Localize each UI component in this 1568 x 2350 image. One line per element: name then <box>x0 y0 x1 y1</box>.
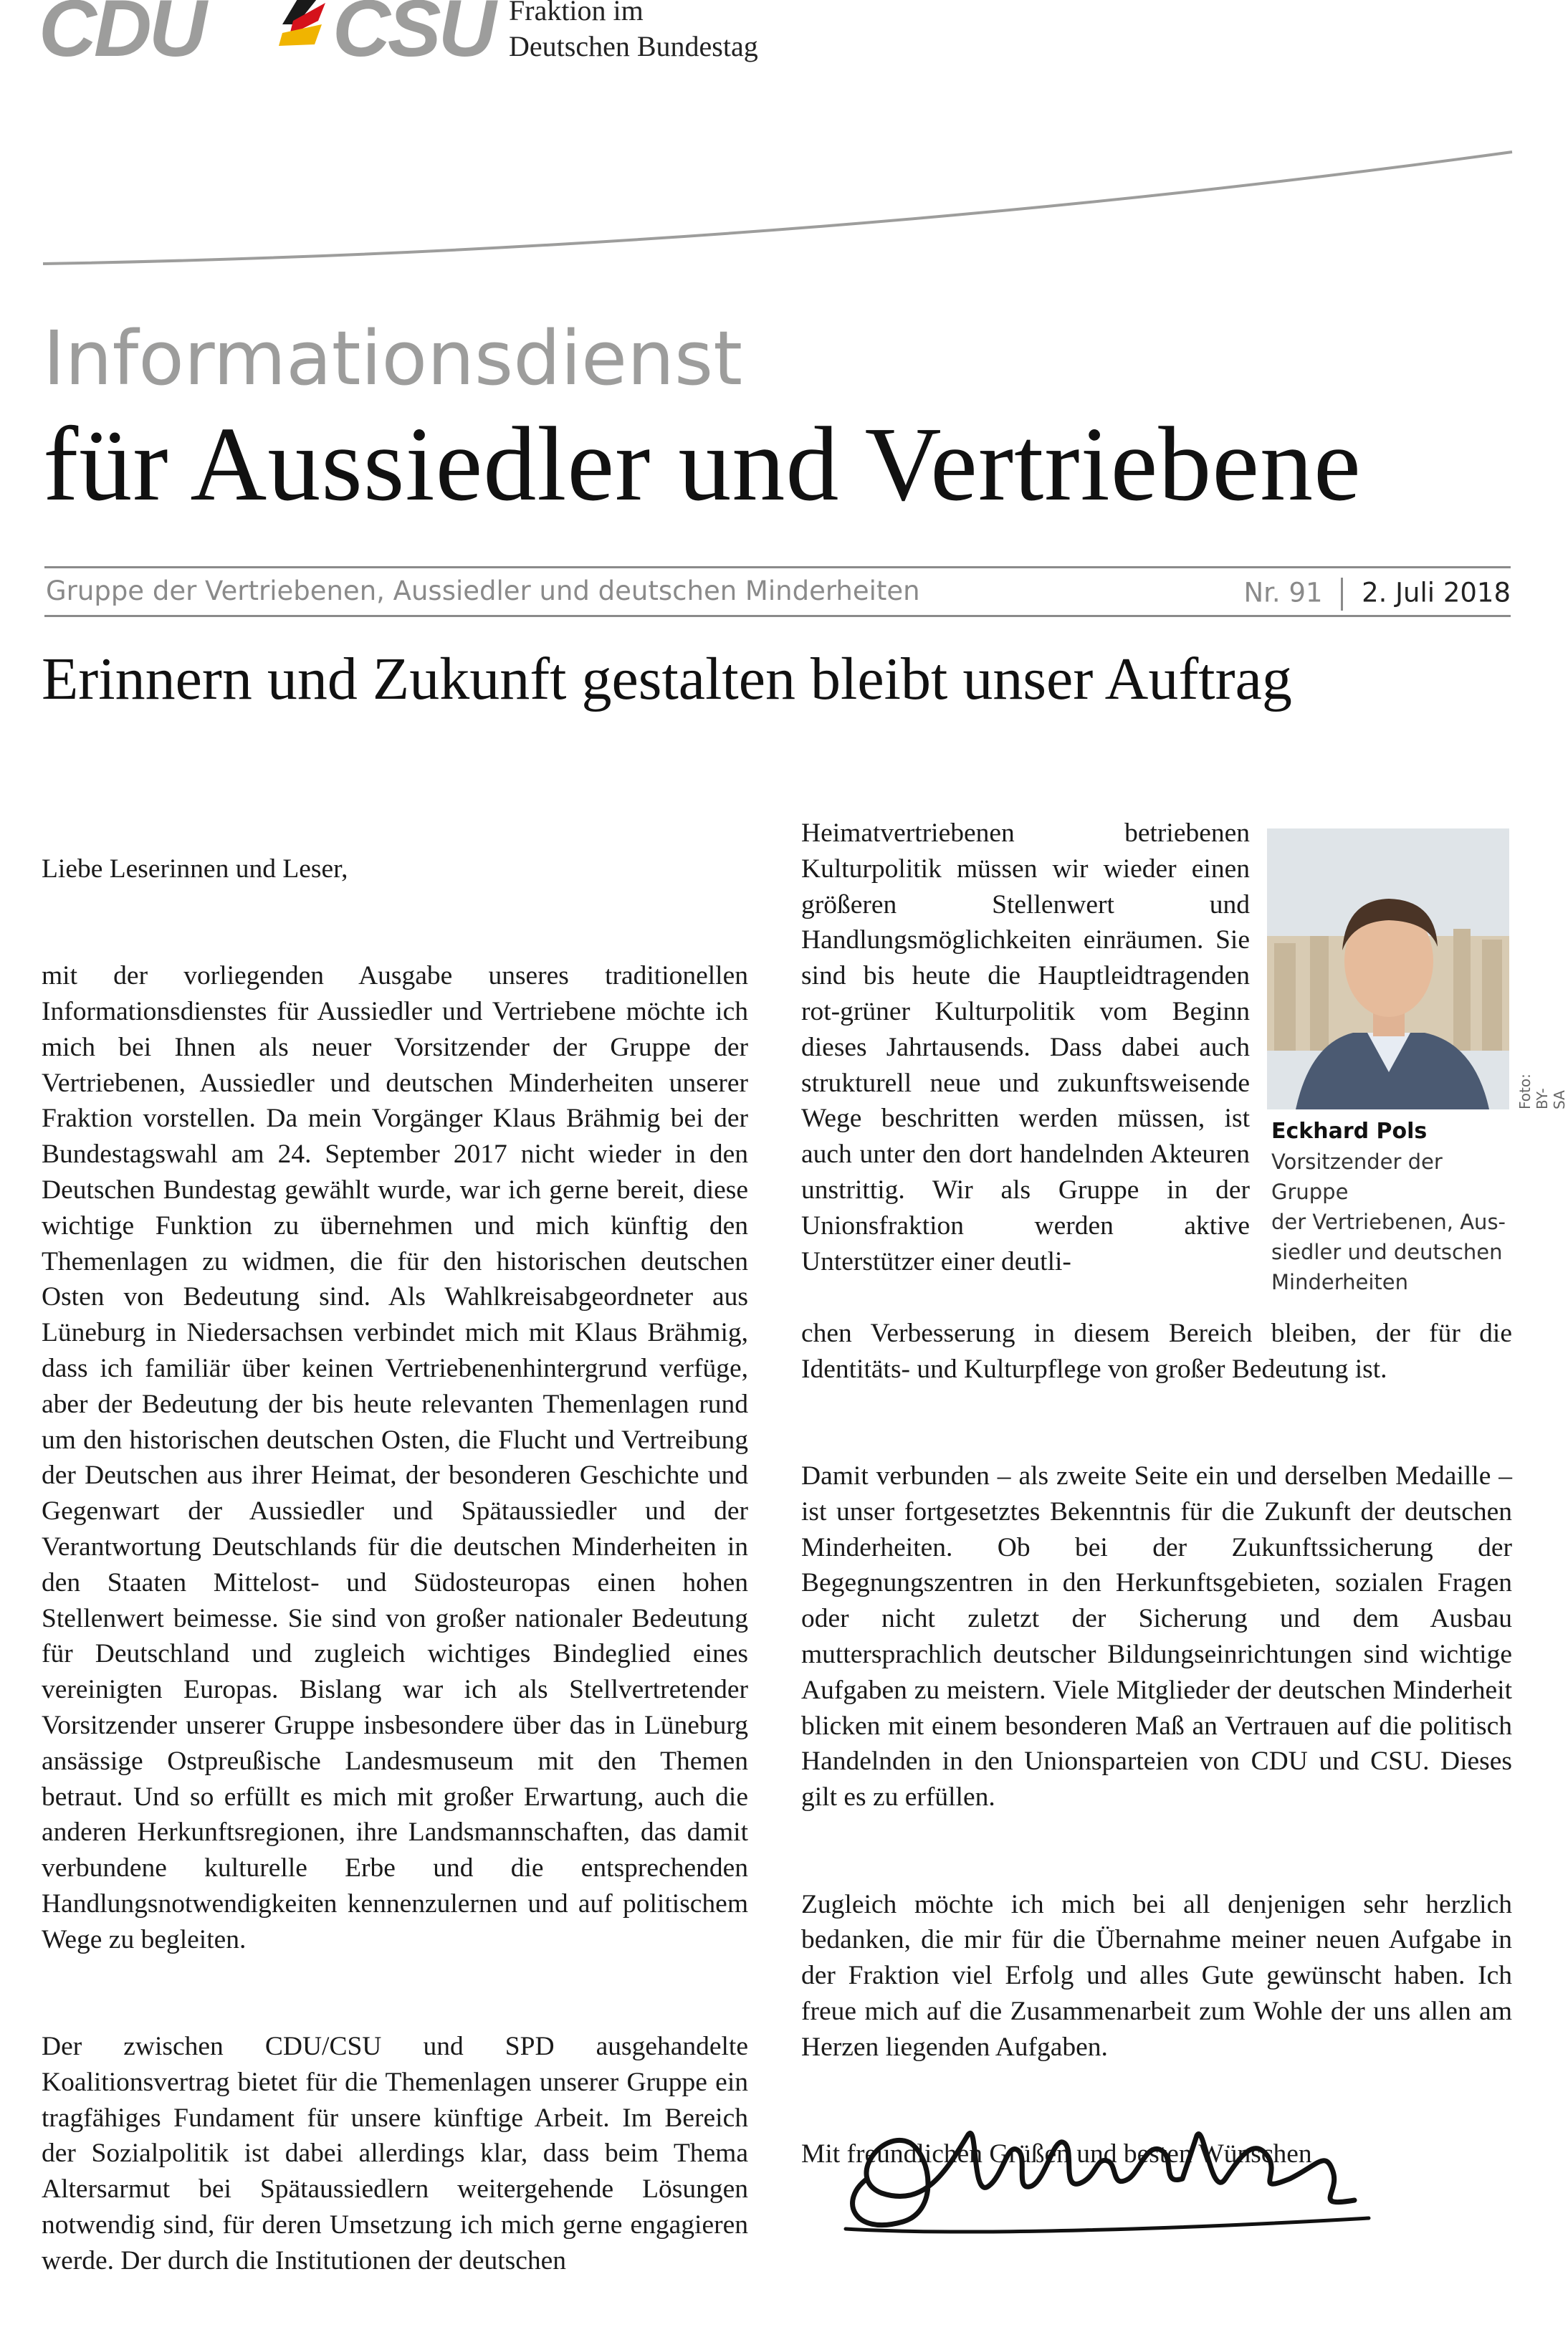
author-photo <box>1267 828 1509 1109</box>
caption-role: Vorsitzender der Gruppe der Vertriebenen, Aus- siedler und deutschen Minderheiten <box>1271 1150 1506 1294</box>
faction-label <box>509 0 758 65</box>
faction-line-2: Deutschen Bundestag <box>509 30 758 62</box>
header-curve <box>0 136 1548 280</box>
left-paragraph-2: Der zwischen CDU/CSU und SPD ausgehandelte Koalitionsvertrag bietet für die Themenlagen unserer Gruppe ein tragfähiges Fundament für unsere künftige Arbeit. Im Bereich der Sozialpolitik ist dabei allerdings klar, dass beim Thema Altersarmut bei Spätaussiedlern weitergehende Lösungen notwendig sind, für deren Umsetzung ich mich gerne engagieren werde. Der durch die Institutionen der deutschen <box>42 2032 748 2275</box>
logo-csu: CSU <box>333 0 494 73</box>
article-title: Erinnern und Zukunft gestalten bleibt unser Auftrag <box>42 646 1292 712</box>
date: 2. Juli 2018 <box>1362 577 1511 608</box>
issue-separator <box>1341 578 1343 611</box>
left-column <box>42 816 748 2350</box>
masthead-title-black: für Aussiedler und Vertriebene <box>43 406 1362 523</box>
meta-rule-top <box>44 566 1511 568</box>
issue-date <box>1243 578 1511 611</box>
closing-line: Mit freundlichen Grüßen und besten Wünschen <box>801 2139 1312 2169</box>
left-paragraph-1: mit der vorliegenden Ausgabe unseres traditionellen Informationsdienstes für Aussiedler und Vertriebene möchte ich mich bei Ihnen als neuer Vorsitzender der Gruppe der Vertriebenen, Aussiedler und deutschen Minderheiten unserer Fraktion vorstellen. Da mein Vorgänger Klaus Brähmig bei der Bundestagswahl am 24. September 2017 nicht wieder in den Deutschen Bundestag gewählt wurde, war ich gerne bereit, diese wichtige Funktion zu übernehmen und mich künftig den Themenlagen zu widmen, die für den historischen deutschen Osten von Bedeutung sind. Als Wahlkreisabgeordneter aus Lüneburg in Niedersachsen verbindet mich mit Klaus Brähmig, dass ich familiär über keinen Vertriebenenhintergrund verfüge, aber der Bedeutung der bis heute relevanten Themenlagen rund um den historischen deutschen Osten, die Flucht und Vertreibung der Deutschen aus ihrer Heimat, der besonderen Geschichte und Gegenwart der Aussiedler und Spätaussiedler und der Verantwortung Deutschlands für die deutschen Minderheiten in den Staaten Mittelost- und Südosteuropas einen hohen Stellenwert beimesse. Sie sind von großer nationaler Bedeutung für Deutschland und zugleich wichtiges Bindeglied eines vereinigten Europas. Bislang war ich als Stellvertretender Vorsitzender unserer Gruppe insbesondere über das in Lüneburg ansässige Ostpreußische Landesmuseum mit den Themen betraut. Und so erfüllt es mich mit großer Erwartung, auch die anderen Herkunftsregionen, ihre Landsmannschaften, das damit verbundene kulturelle Erbe und die entsprechenden Handlungsnotwendigkeiten kennenzulernen und auf politischem Wege zu begleiten. <box>42 961 748 1954</box>
right-paragraph-2: Zugleich möchte ich mich bei all denjenigen sehr herzlich bedanken, die mir für die Übernahme meiner neuen Aufgabe in der Fraktion viel Erfolg und alles Gute gewünscht haben. Ich freue mich auf die Zusammenarbeit zum Wohle der uns allen am Herzen liegenden Aufgaben. <box>801 1889 1512 2062</box>
flag-swoosh-icon <box>275 0 333 53</box>
salutation: Liebe Leserinnen und Leser, <box>42 854 348 884</box>
right-column-top: Heimatvertriebenen betriebenen Kulturpolitik müssen wir wieder einen größeren Stellenwert und Handlungsmöglichkeiten einräumen. Sie sind bis heute die Hauptleidtragenden rot-grüner Kulturpolitik vom Beginn dieses Jahrtausends. Dass dabei auch strukturell neue und zukunftsweisende Wege beschritten werden müssen, ist auch unter den dort handelnden Akteuren unstrittig. Wir als Gruppe in der Unionsfraktion werden aktive Unterstützer einer deutli- <box>801 818 1250 1276</box>
meta-rule-bottom <box>44 615 1511 617</box>
right-paragraph-1: Damit verbunden – als zweite Seite ein und derselben Medaille – ist unser fortgesetztes Bekenntnis für die Zukunft der deutschen Minderheiten. Ob bei der Zukunftssicherung der Begegnungszentren in den Herkunftsgebieten, sozialen Fragen oder nicht zuletzt der Sicherung und dem Ausbau muttersprachlich deutscher Bildungseinrichtungen sind wichtige Aufgaben zu meistern. Viele Mitglieder der deutschen Minderheit blicken mit einem besonderen Maß an Vertrauen auf die politisch Handelnden in den Unionsparteien von CDU und CSU. Dieses gilt es zu erfüllen. <box>801 1461 1512 1812</box>
issue-number: Nr. 91 <box>1243 577 1323 608</box>
caption-name: Eckhard Pols <box>1271 1119 1428 1144</box>
right-paragraph-continued: chen Verbesserung in diesem Bereich bleiben, der für die Identitäts- und Kulturpflege von großer Bedeutung ist. <box>801 1318 1512 1384</box>
photo-credit: Foto: BY-SA <box>1516 1074 1568 1109</box>
masthead-title-grey: Informationsdienst <box>43 315 742 402</box>
photo-caption <box>1271 1117 1515 1297</box>
faction-line-1: Fraktion im <box>509 0 644 27</box>
logo <box>39 0 497 73</box>
group-name: Gruppe der Vertriebenen, Aussiedler und deutschen Minderheiten <box>46 575 920 606</box>
portrait-illustration <box>1267 828 1509 1109</box>
logo-cdu: CDU <box>39 0 204 73</box>
signature <box>824 2093 1397 2250</box>
